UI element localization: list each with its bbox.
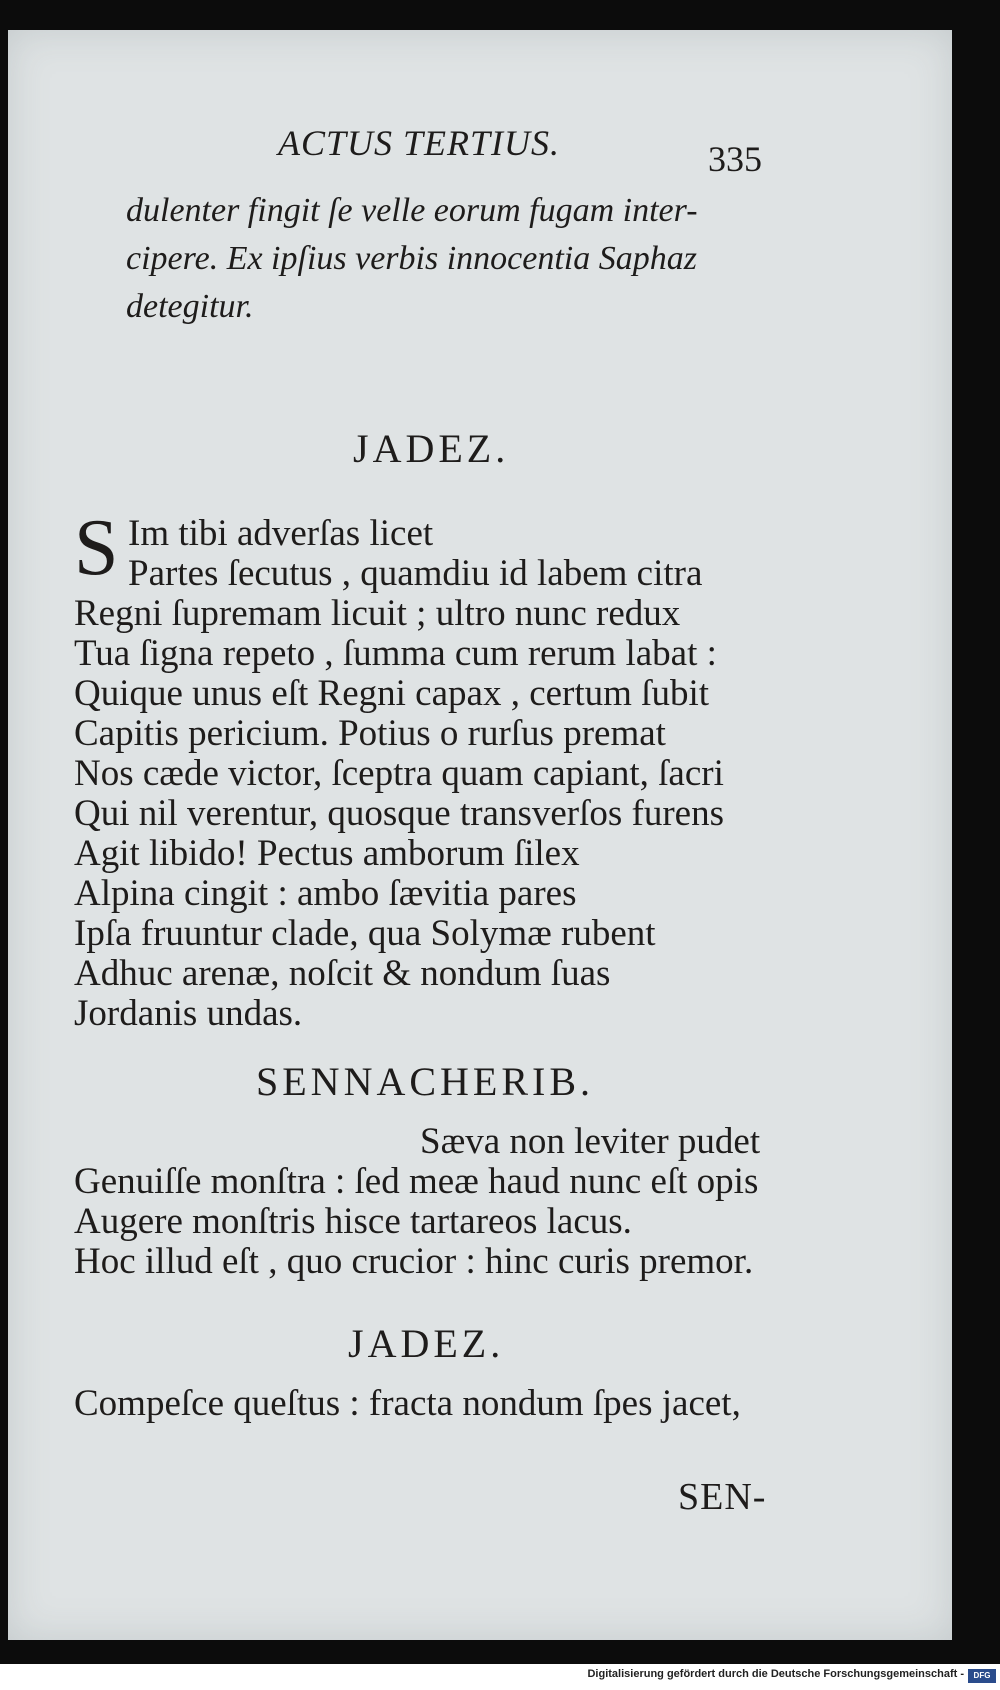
running-title: ACTUS TERTIUS.: [278, 123, 561, 163]
funding-credit: Digitalisierung gefördert durch die Deutsche Forschungsgemeinschaft -: [587, 1668, 964, 1680]
verse-line: Augere monſtris hisce tartareos lacus.: [74, 1201, 632, 1242]
verse-line: Sæva non leviter pudet: [420, 1121, 761, 1162]
catchword: SEN-: [678, 1476, 767, 1518]
verse-line: Compeſce queſtus : fracta nondum ſpes jacet,: [74, 1383, 741, 1424]
speaker-name: SENNACHERIB.: [256, 1059, 595, 1104]
verse-line: Partes ſecutus , quamdiu id labem citra: [128, 553, 703, 594]
stage-note-line: detegitur.: [126, 288, 254, 325]
verse-line: Capitis pericium. Potius o rurſus premat: [74, 713, 666, 754]
verse-line: Nos cæde victor, ſceptra quam capiant, ſacri: [74, 753, 724, 794]
book-page: [8, 30, 952, 1640]
verse-line: Tua ſigna repeto , ſumma cum rerum labat :: [74, 633, 717, 674]
verse-line: Agit libido! Pectus amborum ſilex: [74, 833, 580, 874]
verse-line: Jordanis undas.: [74, 993, 303, 1034]
verse-line: Hoc illud eſt , quo crucior : hinc curis premor.: [74, 1241, 754, 1282]
verse-line: Genuiſſe monſtra : ſed meæ haud nunc eſt opis: [74, 1161, 759, 1202]
verse-line: Ipſa fruuntur clade, qua Solymæ rubent: [74, 913, 656, 954]
verse-line: Qui nil verentur, quosque transverſos furens: [74, 793, 724, 834]
verse-line: Regni ſupremam licuit ; ultro nunc redux: [74, 593, 681, 634]
digitization-footer: [0, 1664, 1000, 1690]
dfg-logo-icon: DFG: [968, 1669, 996, 1683]
stage-note-line: dulenter fingit ſe velle eorum fugam inter-: [126, 192, 698, 229]
speaker-name: JADEZ.: [348, 1321, 505, 1366]
page-number: 335: [708, 139, 762, 179]
verse-line: Alpina cingit : ambo ſævitia pares: [74, 873, 577, 914]
verse-line: Adhuc arenæ, noſcit & nondum ſuas: [74, 953, 611, 994]
drop-cap: S: [74, 504, 119, 592]
verse-line: Im tibi adverſas licet: [128, 513, 434, 554]
verse-line: Quique unus eſt Regni capax , certum ſubit: [74, 673, 710, 714]
stage-note-line: cipere. Ex ipſius verbis innocentia Saphaz: [126, 240, 697, 277]
speaker-name: JADEZ.: [353, 426, 510, 471]
